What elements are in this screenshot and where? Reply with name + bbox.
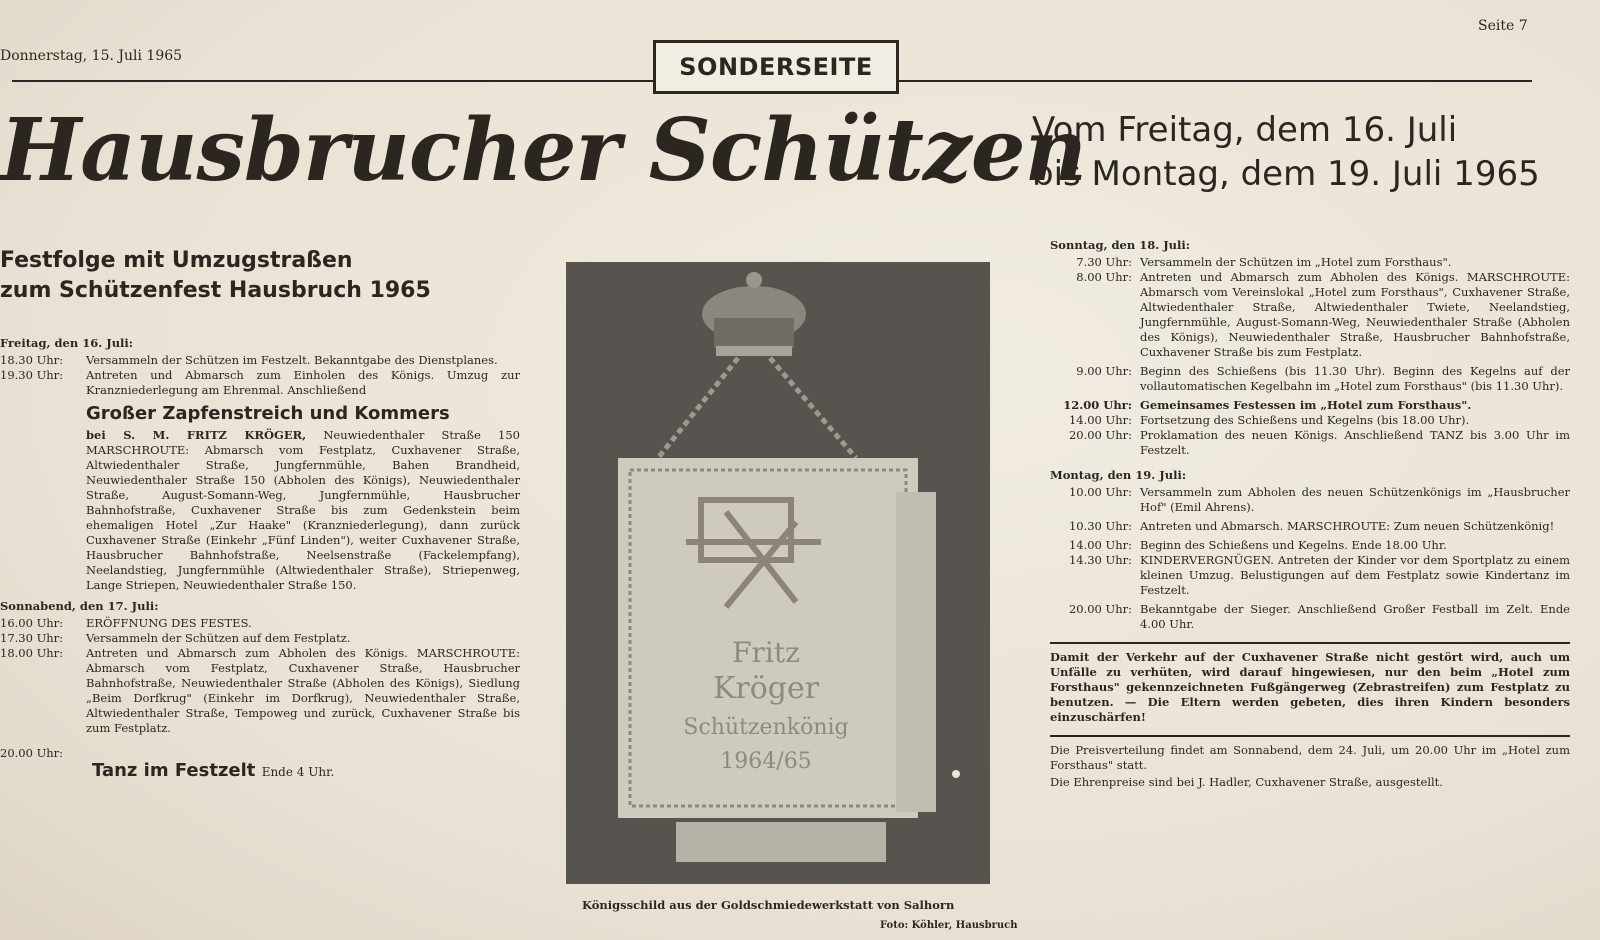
tanz-heading [92, 760, 520, 781]
section-label-box [653, 40, 899, 94]
schedule-entry [1050, 553, 1570, 598]
schedule-entry [1050, 413, 1570, 428]
traffic-notice: Damit der Verkehr auf der Cuxhavener Straße nicht gestört wird, auch um Unfälle zu verhüten, wird darauf hingewiesen, nur den beim „Hotel zum Forsthaus" gekennzeichneten Fußgängerweg (Zebrastreifen) zum Festplatz zu benutzen. — Die Eltern werden gebeten, dies ihren Kindern besonders einzuschärfen! [1050, 650, 1570, 724]
schedule-entry [1050, 538, 1570, 553]
main-headline: Hausbrucher Schützen [0, 100, 1087, 201]
entry-text: KINDERVERGNÜGEN. Antreten der Kinder vor dem Sportplatz zu einem kleinen Umzug. Belustigungen auf dem Festplatz sowie Kindertanz im Festzelt. [1140, 553, 1570, 597]
festfolge-heading-line-1: Festfolge mit Umzugstraßen [0, 248, 353, 273]
schedule-entry [1050, 428, 1570, 458]
zapfenstreich-heading: Großer Zapfenstreich und Kommers [86, 403, 450, 424]
schedule-entry [0, 631, 520, 646]
plate-text-line-1: Fritz [732, 636, 800, 669]
entry-time: 16.00 Uhr: [0, 616, 64, 630]
entry-text: Versammeln der Schützen im Festzelt. Bekanntgabe des Dienstplanes. [86, 353, 498, 367]
day-heading-monday: Montag, den 19. Juli: [1050, 468, 1187, 482]
entry-text: Beginn des Schießens (bis 11.30 Uhr). Beginn des Kegelns auf der vollautomatischen Kegelbahn im „Hotel zum Forsthaus" (bis 11.30 Uhr). [1140, 364, 1570, 393]
entry-time: 14.00 Uhr: [1068, 413, 1132, 427]
divider-rule [1050, 642, 1570, 644]
entry-time: 20.00 Uhr: [1068, 602, 1132, 616]
schedule-entry [1050, 270, 1570, 360]
route-text: Neuwiedenthaler Straße 150 MARSCHROUTE: Abmarsch vom Festplatz, Cuxhavener Straße, Altwiedenthaler Straße, Jungfernmühle, Bahen Brandheid, Neuwiedenthaler Straße 150 (Abholen des Königs), Neuwiedenthaler Straße, August-Somann-Weg, Jungfernmühle, Hausbrucher Bahnhofstraße, Cuxhavener Straße bis zum Gedenkstein beim ehemaligen Hotel „Zur Haake" (Kranzniederlegung), dann zurück Cuxhavener Straße (Einkehr „Fünf Linden"), weiter Cuxhavener Straße, Hausbrucher Bahnhofstraße, Neelsenstraße (Fackelempfang), Neelandstieg, Jungfernmühle (Altwiedenthaler Straße), Striepenweg, Lange Striepen, Neuwiedenthaler Straße 150. [86, 428, 520, 592]
schedule-entry [1050, 398, 1570, 413]
honor-prizes-notice: Die Ehrenpreise sind bei J. Hadler, Cuxhavener Straße, ausgestellt. [1050, 775, 1443, 789]
entry-time: 14.30 Uhr: [1068, 553, 1132, 567]
photo-koenigsschild [566, 262, 990, 884]
page-number: Seite 7 [1478, 18, 1528, 34]
header-date: Donnerstag, 15. Juli 1965 [0, 48, 183, 64]
plate-text-line-3: Schützenkönig [683, 715, 849, 740]
entry-time: 10.30 Uhr: [1068, 519, 1132, 533]
entry-text: Gemeinsames Festessen im „Hotel zum Forsthaus". [1140, 398, 1472, 412]
entry-text: Beginn des Schießens und Kegelns. Ende 18.00 Uhr. [1140, 538, 1447, 552]
entry-time: 20.00 Uhr: [0, 746, 64, 760]
entry-text: Bekanntgabe der Sieger. Anschließend Großer Festball im Zelt. Ende 4.00 Uhr. [1140, 602, 1570, 631]
entry-text: Proklamation des neuen Königs. Anschließend TANZ bis 3.00 Uhr im Festzelt. [1140, 428, 1570, 457]
divider-rule [1050, 735, 1570, 737]
entry-text: ERÖFFNUNG DES FESTES. [86, 616, 252, 630]
entry-text: Antreten und Abmarsch. MARSCHROUTE: Zum neuen Schützenkönig! [1140, 519, 1555, 533]
tanz-end: Ende 4 Uhr. [261, 765, 335, 779]
prize-notice: Die Preisverteilung findet am Sonnabend, dem 24. Juli, um 20.00 Uhr im „Hotel zum Forsthaus" statt. [1050, 743, 1570, 772]
entry-text: Versammeln zum Abholen des neuen Schützenkönigs im „Hausbrucher Hof" (Emil Ahrens). [1140, 485, 1570, 514]
entry-time: 20.00 Uhr: [1068, 428, 1132, 442]
entry-time: 9.00 Uhr: [1076, 364, 1132, 378]
photo-credit: Foto: Köhler, Hausbruch [880, 920, 1018, 931]
entry-text: Antreten und Abmarsch zum Abholen des Königs. MARSCHROUTE: Abmarsch vom Vereinslokal „Hotel zum Forsthaus", Cuxhavener Straße, Altwiedenthaler Straße, Altwiedenthaler Twiete, Neelandstieg, Jungfernmühle, August-Somann-Weg, Neuwiedenthaler Straße (Abholen des Königs), Neuwiedenthaler Straße, Hausbrucher Bahnhofstraße, Cuxhavener Straße bis zum Festplatz. [1140, 270, 1570, 359]
entry-time: 18.00 Uhr: [0, 646, 64, 660]
entry-text: Fortsetzung des Schießens und Kegelns (bis 18.00 Uhr). [1140, 413, 1470, 427]
plate-text-line-4: 1964/65 [720, 749, 812, 774]
entry-text [86, 746, 520, 761]
festfolge-heading-line-2: zum Schützenfest Hausbruch 1965 [0, 278, 431, 303]
schedule-entry [0, 353, 520, 368]
entry-time: 18.30 Uhr: [0, 353, 64, 367]
entry-time: 14.00 Uhr: [1068, 538, 1132, 552]
festfolge-heading [0, 246, 431, 306]
entry-time: 12.00 Uhr: [1063, 398, 1132, 412]
entry-time: 7.30 Uhr: [1076, 255, 1132, 269]
entry-time: 8.00 Uhr: [1076, 270, 1132, 284]
schedule-entry [0, 746, 520, 761]
entry-text: Versammeln der Schützen im „Hotel zum Forsthaus". [1140, 255, 1452, 269]
photo-caption: Königsschild aus der Goldschmiedewerkstatt von Salhorn [582, 898, 955, 912]
schedule-entry [0, 646, 520, 736]
entry-time: 10.00 Uhr: [1068, 485, 1132, 499]
day-heading-saturday: Sonnabend, den 17. Juli: [0, 599, 159, 613]
king-name: bei S. M. FRITZ KRÖGER, [86, 428, 307, 442]
koenigsschild-image [566, 262, 990, 884]
event-dates-line-1: Vom Freitag, dem 16. Juli [1032, 110, 1458, 150]
entry-time: 17.30 Uhr: [0, 631, 64, 645]
schedule-entry [1050, 364, 1570, 394]
schedule-entry [1050, 519, 1570, 534]
event-dates [1032, 108, 1540, 196]
event-dates-line-2: bis Montag, dem 19. Juli 1965 [1032, 154, 1540, 194]
tanz-label: Tanz im Festzelt [92, 760, 256, 781]
right-column [1050, 232, 1570, 790]
schedule-entry [1050, 255, 1570, 270]
plate-text-line-2: Kröger [712, 671, 820, 706]
schedule-entry [1050, 485, 1570, 515]
day-heading-friday: Freitag, den 16. Juli: [0, 336, 134, 350]
schedule-entry [0, 368, 520, 398]
entry-time: 19.30 Uhr: [0, 368, 64, 382]
schedule-entry [0, 616, 520, 631]
day-heading-sunday: Sonntag, den 18. Juli: [1050, 238, 1191, 252]
entry-text: Antreten und Abmarsch zum Einholen des Königs. Umzug zur Kranzniederlegung am Ehrenmal. Anschließend [86, 368, 520, 397]
schedule-entry [1050, 602, 1570, 632]
entry-text: Versammeln der Schützen auf dem Festplatz. [86, 631, 351, 645]
entry-text: Antreten und Abmarsch zum Abholen des Königs. MARSCHROUTE: Abmarsch vom Festplatz, Cuxhavener Straße, Hausbrucher Bahnhofstraße, Neuwiedenthaler Straße (Abholen des Königs), Siedlung „Beim Dorfkrug" (Einkehr im Dorfkrug), Neuwiedenthaler Straße, Altwiedenthaler Straße, Tempoweg und zurück, Cuxhavener Straße bis zum Festplatz. [86, 646, 520, 735]
zapfenstreich-detail [0, 428, 520, 593]
section-label: SONDERSEITE [679, 53, 873, 81]
left-column [0, 330, 520, 780]
